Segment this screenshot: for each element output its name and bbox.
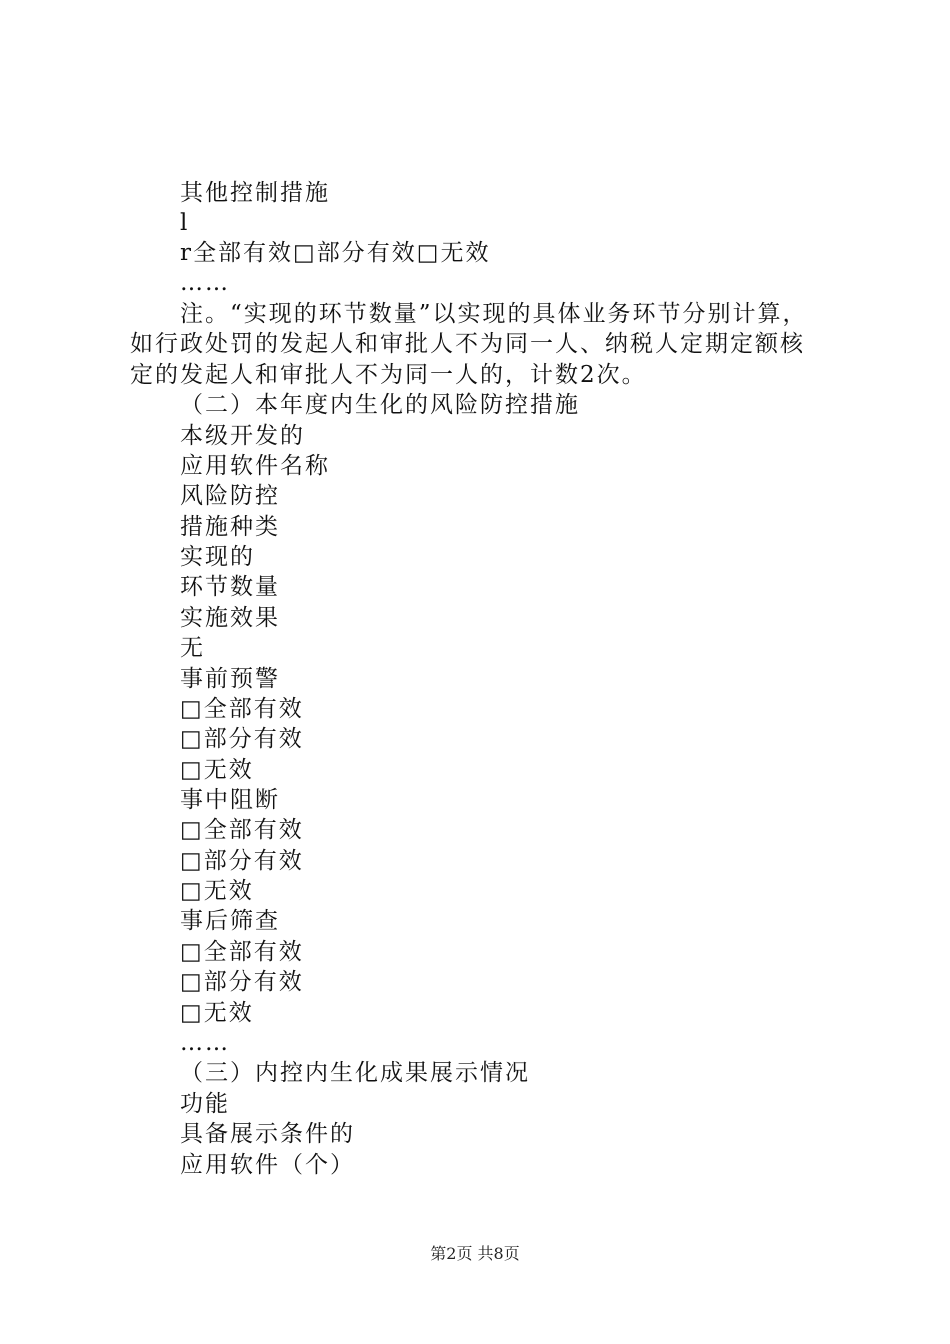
text-line: 事中阻断 <box>180 787 280 813</box>
ellipsis-line: …… <box>180 1030 230 1056</box>
checkbox-option: □部分有效 <box>180 726 304 752</box>
checkbox-option: □无效 <box>180 878 254 904</box>
text-line: 实施效果 <box>180 605 280 631</box>
checkbox-option: □部分有效 <box>180 969 304 995</box>
checkbox-option: □无效 <box>180 757 254 783</box>
text-line: 措施种类 <box>180 514 280 540</box>
text-line: 具备展示条件的 <box>180 1121 355 1147</box>
text-line: 事后筛查 <box>180 908 280 934</box>
checkbox-option: □全部有效 <box>180 939 304 965</box>
text-line: 实现的 <box>180 544 255 570</box>
checkbox-option: □全部有效 <box>180 817 304 843</box>
text-line: 事前预警 <box>180 666 280 692</box>
text-line: 无 <box>180 635 205 661</box>
section-heading: （二）本年度内生化的风险防控措施 <box>180 392 580 418</box>
text-line: r全部有效□部分有效□无效 <box>180 240 491 266</box>
section-heading: （三）内控内生化成果展示情况 <box>180 1060 530 1086</box>
text-line: 应用软件名称 <box>180 453 330 479</box>
text-line: 功能 <box>180 1091 230 1117</box>
note-line: 定的发起人和审批人不为同一人的，计数2次。 <box>130 362 647 388</box>
ellipsis-line: …… <box>180 270 230 296</box>
checkbox-option: □全部有效 <box>180 696 304 722</box>
checkbox-option: □无效 <box>180 1000 254 1026</box>
text-line: 其他控制措施 <box>180 180 330 206</box>
text-line: l <box>180 210 190 236</box>
page-number-footer: 第2页 共8页 <box>430 1244 520 1263</box>
note-line: 如行政处罚的发起人和审批人不为同一人、纳税人定期定额核 <box>130 331 805 357</box>
text-line: 风险防控 <box>180 483 280 509</box>
text-line: 环节数量 <box>180 574 280 600</box>
note-line: 注。“实现的环节数量”以实现的具体业务环节分别计算， <box>180 301 808 327</box>
checkbox-option: □部分有效 <box>180 848 304 874</box>
text-line: 应用软件（个） <box>180 1152 355 1178</box>
text-line: 本级开发的 <box>180 423 305 449</box>
